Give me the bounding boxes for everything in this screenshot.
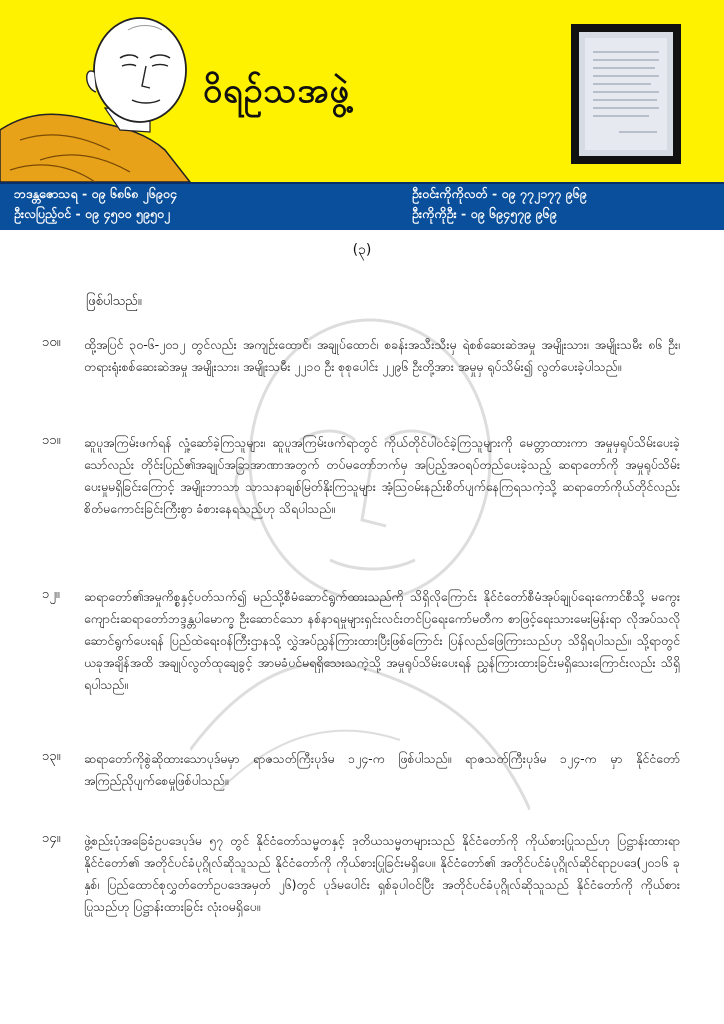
contact-phone: ဦးဝင်းကိုကိုလတ် - ၀၉ ၇၇၂၁၇၇ ၉၆၉	[412, 186, 587, 201]
opening-line: ဖြစ်ပါသည်။	[86, 294, 142, 309]
paragraph-text: ထို့အပြင် ၃၀-၆-၂၀၁၂ တွင်လည်း အကျဉ်းထောင်၊ အချုပ်ထောင်၊ စခန်းအသီးသီးမှ ရဲစစ်ဆေးဆဲအမှု အမျိုးသား၊ အမျိုးသမီး ၈၆ ဦး၊ တရားရုံးစစ်ဆေးဆဲအမှု အမျိုးသား၊ အမျိုးသမီး ၂၂၁၀ ဦး စုစုပေါင်း ၂၂၉၆ ဦးတို့အား အမှုမှ ရုပ်သိမ်း၍ လွတ်ပေးခဲ့ပါသည်။	[84, 337, 680, 374]
paragraph-text: ဆူပူအကြမ်းဖက်ရန် လှုံ့ဆော်ခဲ့ကြသူများ၊ ဆူပူအကြမ်းဖက်ရာတွင် ကိုယ်တိုင်ပါဝင်ခဲ့ကြသူများကို မေတ္တာထားကာ အမှုမှရုပ်သိမ်းပေးခဲ့သော်လည်း တိုင်းပြည်၏အချုပ်အခြာအာဏာအတွက် တပ်မတော်ဘက်မှ အပြည့်အဝရပ်တည်ပေးခဲ့သည့် ဆရာတော်ကို အမှုရုပ်သိမ်းပေးမှုမရှိခြင်းကြောင့် အမျိုးဘာသာ သာသနာချစ်မြတ်နိုးကြသူများ အံ့သြဝမ်းနည်းစိတ်ပျက်နေကြရသကဲ့သို့ ဆရာတော်ကိုယ်တိုင်လည်း စိတ်မကောင်းခြင်းကြီးစွာ ခံစားနေရသည်ဟု သိရပါသည်။	[84, 435, 680, 516]
contact-phone: ဦးကိုကိုဦး - ၀၉ ၆၉၄၅၇၉ ၉၆၉	[412, 206, 557, 221]
paragraph-number: ၁၀။	[42, 335, 61, 350]
organization-name: ဝိရဉ်သအဖွဲ့	[203, 71, 350, 111]
paragraph-text: ဆရာတော်ကိုစွဲဆိုထားသောပုဒ်မမှာ ရာဇသတ်ကြီးပုဒ်မ ၁၂၄-က ဖြစ်ပါသည်။ ရာဇသတ်ကြီးပုဒ်မ ၁၂၄-က မှာ နိုင်ငံတော်အကြည်ညိုပျက်စေမှုဖြစ်ပါသည်။	[84, 751, 680, 788]
contact-phone: ဦးလပြည့်ဝင် - ၀၉ ၄၅၀၀ ၅၉၅၀၂	[14, 206, 171, 221]
contact-phone: ဘဒန္တဇောသရ - ၀၉ ၆၈၆၈ ၂၆၉၀၄	[14, 186, 177, 201]
paragraph-number: ၁၁။	[42, 433, 61, 448]
page-number: (၃)	[352, 242, 372, 258]
paragraph-number: ၁၂။	[42, 587, 60, 602]
paragraph-text: ဆရာတော်၏အမှုကိစ္စနှင့်ပတ်သက်၍ မည်သို့စီမံဆောင်ရွက်ထားသည်ကို သိရှိလိုကြောင်း နိုင်ငံတော်စီမံအုပ်ချုပ်ရေးကောင်စီသို့ မကွေးကျောင်းဆရာတော်ဘဒ္ဒန္တပါမောက္ခ ဦးဆောင်သော နစ်နာရမှုများရှင်းလင်းတင်ပြရေးကော်မတီက စာဖြင့်ရေးသားမေးမြန်းရာ လိုအပ်သလိုဆောင်ရွက်ပေးရန် ပြည်ထဲရေးဝန်ကြီးဌာနသို့ လွှဲအပ်ညွှန်ကြားထားပြီးဖြစ်ကြောင်း ပြန်လည်ဖြေကြားသည်ဟု သိရှိရပါသည်။ သို့ရာတွင် ယခုအချိန်အထိ အချုပ်လွတ်ထုချေခွင့် အာမခံပင်မရရှိသေးသကဲ့သို့ အမှုရုပ်သိမ်းပေးရန် ညွှန်ကြားထားခြင်းမရှိသေးကြောင်းလည်း သိရှိရပါသည်။	[84, 589, 680, 692]
paragraph-number: ၁၃။	[42, 749, 61, 764]
paragraph-text: ဖွဲ့စည်းပုံအခြေခံဥပဒေပုဒ်မ ၅၇ တွင် နိုင်ငံတော်သမ္မတနှင့် ဒုတိယသမ္မတများသည် နိုင်ငံတော်ကို ကိုယ်စားပြုသည်ဟု ပြဋ္ဌာန်းထားရာ နိုင်ငံတော်၏ အတိုင်ပင်ခံပုဂ္ဂိုလ်ဆိုသူသည် နိုင်ငံတော်ကို ကိုယ်စားပြုခြင်းမရှိပေ။ နိုင်ငံတော်၏ အတိုင်ပင်ခံပုဂ္ဂိုလ်ဆိုင်ရာဥပဒေ(၂၀၁၆ ခုနှစ်၊ ပြည်ထောင်စုလွှတ်တော်ဥပဒေအမှတ် ၂၆)တွင် ပုဒ်မပေါင်း ရှစ်ခုပါဝင်ပြီး အတိုင်ပင်ခံပုဂ္ဂိုလ်ဆိုသူသည် နိုင်ငံတော်ကို ကိုယ်စားပြုသည်ဟု ပြဋ္ဌာန်းထားခြင်း လုံးဝမရှိပေ။	[84, 833, 680, 914]
paragraph-number: ၁၄။	[42, 831, 61, 846]
